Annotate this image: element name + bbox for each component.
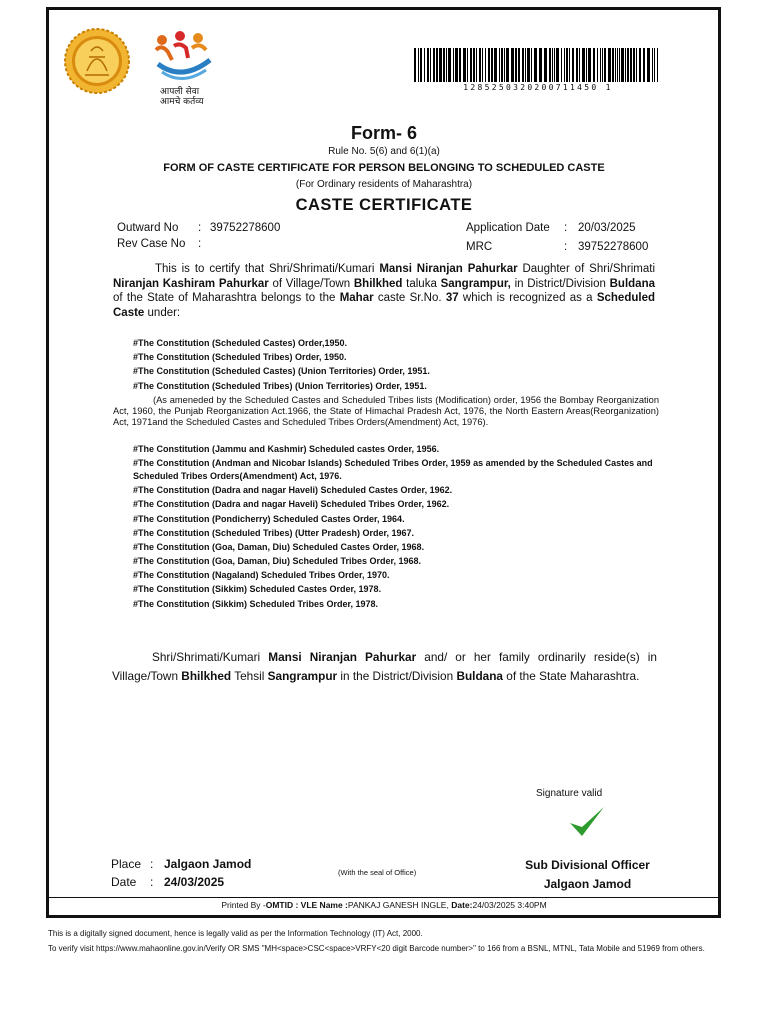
taluka-name: Sangrampur, [440,277,511,290]
certificate-title: CASTE CERTIFICATE [295,196,473,214]
order-item: #The Constitution (Scheduled Castes) Order,1950. [133,338,348,348]
mrc-label: MRC [466,241,493,253]
barcode-number: 1285250320200711450 1 [463,83,613,92]
printed-by-line: Printed By -OMTID : VLE Name :PANKAJ GANESH INGLE, Date:24/03/2025 3:40PM [221,900,547,910]
caste-category: Scheduled Caste [113,292,655,320]
applicant-name: Mansi Niranjan Pahurkar [379,263,518,275]
outward-value: 39752278600 [210,222,281,234]
check-icon [567,803,607,841]
village-name: Bhilkhed [353,277,403,290]
caste-name: Mahar [339,292,374,305]
order-item: #The Constitution (Jammu and Kashmir) Scheduled castes Order, 1956. [133,444,440,454]
order-item: #The Constitution (Scheduled Tribes) Order, 1950. [133,352,347,363]
application-date-label: Application Date [466,222,550,234]
amendment-note: (As ameneded by the Scheduled Castes and Scheduled Tribes lists (Modification) order, 1956 the Bombay Reorganization Act, 1960, the Punjab Reorganization Act.1966, the State of Himachal Pradesh Act, 1976, the North Eastern Areas(Reorganization) Act, 1971and the Scheduled Castes and Scheduled Tribes Orders(Amendment) Act, 1976). [113,395,659,427]
officer-title: Sub Divisional Officer [525,858,650,872]
orders-list-b [133,443,663,610]
mrc-sep: : [564,241,568,253]
barcode [414,48,659,82]
residence-paragraph: Shri/Shrimati/Kumari Mansi Niranjan Pahurkar and/ or her family ordinarily reside(s) in Village/Town Bhilkhed Tehsil Sangrampur in the District/Division Buldana of the State Maharashtra. [112,650,657,683]
footer-verify-note: To verify visit https://www.mahaonline.gov.in/Verify OR SMS "MH<space>CSC<space>VRFY<20 digit Barcode number>" to 166 from a BSNL, MTNL, Tata Mobile and 51969 from others. [48,944,705,953]
order-item: #The Constitution (Sikkim) Scheduled Castes Order, 1978. [133,584,382,595]
aapli-seva-logo [148,30,218,110]
order-item: #The Constitution (Dadra and nagar Haveli) Scheduled Castes Order, 1962. [133,485,453,496]
form-title: Form- 6 [350,123,417,143]
aapli-seva-tagline [160,87,204,107]
form-subheading: (For Ordinary residents of Maharashtra) [295,179,473,190]
application-date-value: 20/03/2025 [578,222,636,234]
mrc-value: 39752278600 [578,241,649,253]
tehsil-name: Sangrampur [267,668,338,683]
tagline-line-2: आमचे कर्तव्य [160,97,204,107]
order-item: #The Constitution (Nagaland) Scheduled Tribes Order, 1970. [133,570,390,581]
orders-list-a [133,336,663,393]
rule-number: Rule No. 5(6) and 6(1)(a) [328,146,440,157]
date-label: Date [111,875,137,889]
order-item: #The Constitution (Goa, Daman, Diu) Scheduled Tribes Order, 1968. [133,556,422,567]
place-sep: : [150,857,154,871]
seal-note: (With the seal of Office) [338,868,417,877]
order-item: #The Constitution (Scheduled Tribes) (Utter Pradesh) Order, 1967. [133,527,415,538]
caste-serial-number: 37 [445,292,459,305]
date-value: 24/03/2025 [164,875,225,889]
certification-paragraph: This is to certify that Shri/Shrimati/Kumari Mansi Niranjan Pahurkar Daughter of Shri/Shrimati Niranjan Kashiram Pahurkar of Village/Town Bhilkhed taluka Sangrampur, in District/Division Buldana of the State of Maharashtra belongs to the Mahar caste Sr.No. 37 which is recognized as a Scheduled Caste under: [113,263,655,320]
district-name: Buldana [456,668,503,683]
place-value: Jalgaon Jamod [164,857,252,871]
outward-sep: : [198,222,202,234]
signature-valid-label: Signature valid [536,788,603,799]
rev-case-sep: : [198,238,202,250]
order-item: #The Constitution (Pondicherry) Scheduled Castes Order, 1964. [133,513,405,524]
tagline-line-1: आपली सेवा [160,87,200,97]
footer-legal-note: This is a digitally signed document, hence is legally valid as per the Information Technology (IT) Act, 2000. [48,929,423,938]
outward-label: Outward No [117,222,179,234]
district-name: Buldana [609,277,655,290]
application-date-sep: : [564,222,568,234]
order-item: #The Constitution (Scheduled Tribes) (Union Territories) Order, 1951. [133,380,427,391]
form-heading: FORM OF CASTE CERTIFICATE FOR PERSON BELONGING TO SCHEDULED CASTE [163,162,605,174]
date-sep: : [150,875,154,889]
order-item: #The Constitution (Dadra and nagar Haveli) Scheduled Tribes Order, 1962. [133,499,450,510]
aapli-seva-emblem-icon [148,30,218,85]
maharashtra-seal-logo [63,27,131,95]
order-item: #The Constitution (Scheduled Castes) (Union Territories) Order, 1951. [133,366,430,377]
order-item: #The Constitution (Sikkim) Scheduled Tribes Order, 1978. [133,598,379,609]
order-item: #The Constitution (Andman and Nicobar Islands) Scheduled Tribes Order, 1959 as amended by the Scheduled Castes and Scheduled Tribes Orders(Amendment) Act, 1976. [133,458,653,481]
applicant-name: Mansi Niranjan Pahurkar [268,650,417,664]
rev-case-label: Rev Case No [117,238,186,250]
village-name: Bhilkhed [181,668,232,683]
place-label: Place [111,857,142,871]
officer-place: Jalgaon Jamod [543,877,632,891]
divider [46,897,721,898]
parent-name: Niranjan Kashiram Pahurkar [113,277,269,290]
order-item: #The Constitution (Goa, Daman, Diu) Scheduled Castes Order, 1968. [133,541,425,552]
